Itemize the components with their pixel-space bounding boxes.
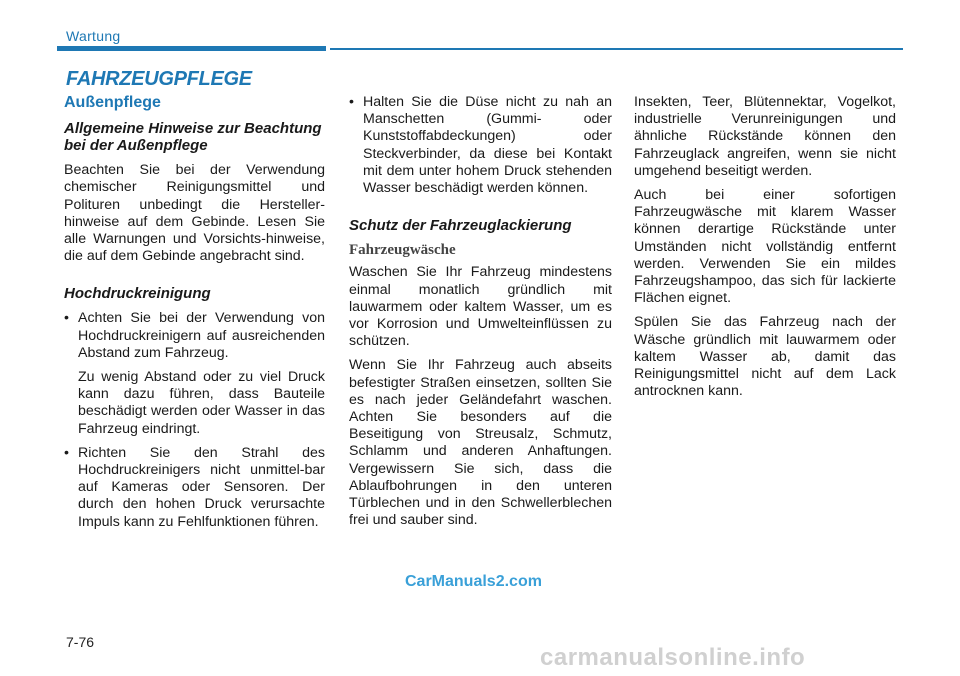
bullet-glyph: • bbox=[64, 444, 69, 461]
column-left bbox=[64, 94, 325, 538]
bullet-glyph: • bbox=[349, 94, 354, 110]
watermark-link[interactable]: CarManuals2.com bbox=[405, 573, 542, 590]
paragraph-wash-monthly: Waschen Sie Ihr Fahrzeug mindestens einmal monatlich gründlich mit lauwarmem oder kaltem Wasser, um es vor Korrosion und Umwelteinflüssen zu schützen. bbox=[349, 264, 612, 350]
column-right bbox=[634, 94, 896, 407]
bullet-text: Achten Sie bei der Verwendung von Hochdruckreinigern auf ausreichenden Abstand zum Fahrzeug. bbox=[78, 310, 325, 361]
page-title: FAHRZEUGPFLEGE bbox=[66, 68, 252, 90]
paragraph-general-notes: Beachten Sie bei der Verwendung chemischer Reinigungsmittel und Polituren unbedingt die Hersteller-hinweise auf dem Gebinde. Lesen Sie alle Warnungen und Vorsichts-hinweise, die auf dem Gebinde angebracht sind. bbox=[64, 162, 325, 265]
heading-general-notes: Allgemeine Hinweise zur Beachtung bei der Außenpflege bbox=[64, 120, 322, 155]
bullet-text: Richten Sie den Strahl des Hochdruckreinigers nicht unmittel-bar auf Kameras oder Sensoren. Der durch den hohen Druck verursachte Impuls kann zu Fehlfunktionen führen. bbox=[78, 444, 325, 530]
header-section-label: Wartung bbox=[66, 28, 121, 44]
heading-car-wash: Fahrzeugwäsche bbox=[349, 242, 456, 259]
bullet-glyph: • bbox=[64, 310, 69, 327]
bullet-text-continued: Zu wenig Abstand oder zu viel Druck kann dazu führen, dass Bauteile beschädigt werden oder Wasser in das Fahrzeug eindringt. bbox=[78, 369, 325, 437]
list-item bbox=[349, 94, 612, 197]
paragraph-wash-offroad: Wenn Sie Ihr Fahrzeug auch abseits befestigter Straßen einsetzen, sollten Sie es nach jeder Geländefahrt waschen. Achten Sie besonders auf die Beseitigung von Streusalz, Schmutz, Schlamm und anderen Anhaftungen. Vergewissern Sie sich, dass die Ablaufbohrungen in den unteren Türblechen und in den Schwellerblechen frei und sauber sind. bbox=[349, 357, 612, 529]
list-item bbox=[64, 445, 325, 531]
paragraph-shampoo: Auch bei einer sofortigen Fahrzeugwäsche mit klarem Wasser können derartige Rückstände unter Umständen nicht vollständig entfernt werden. Verwenden Sie ein mildes Fahrzeugshampoo, das sich für lackierte Flächen eignet. bbox=[634, 187, 896, 307]
page-number: 7-76 bbox=[66, 634, 95, 650]
paragraph-residues: Insekten, Teer, Blütennektar, Vogelkot, industrielle Verunreinigungen und ähnliche Rückstände können den Fahrzeuglack angreifen, wenn sie nicht umgehend beseitigt werden. bbox=[634, 94, 896, 179]
header-rule-thin bbox=[330, 48, 903, 50]
heading-paint-protection: Schutz der Fahrzeuglackierung bbox=[349, 217, 572, 235]
footer-watermark: carmanualsonline.info bbox=[540, 644, 806, 671]
header-rule-thick bbox=[57, 46, 326, 51]
column-middle bbox=[349, 94, 612, 536]
bullet-text: Halten Sie die Düse nicht zu nah an Manschetten (Gummi- oder Kunststoffabdeckungen) oder Steckverbinder, da diese bei Kontakt mit dem unter hohem Druck stehenden Wasser beschädigt werden können. bbox=[363, 94, 612, 197]
paragraph-rinse: Spülen Sie das Fahrzeug nach der Wäsche gründlich mit lauwarmem oder kaltem Wasser ab, damit das Reinigungsmittel nicht auf dem Lack antrocknen kann. bbox=[634, 314, 896, 400]
list-item bbox=[64, 310, 325, 437]
subheading-exterior-care: Außenpflege bbox=[64, 94, 161, 111]
heading-pressure-washing: Hochdruckreinigung bbox=[64, 285, 211, 303]
